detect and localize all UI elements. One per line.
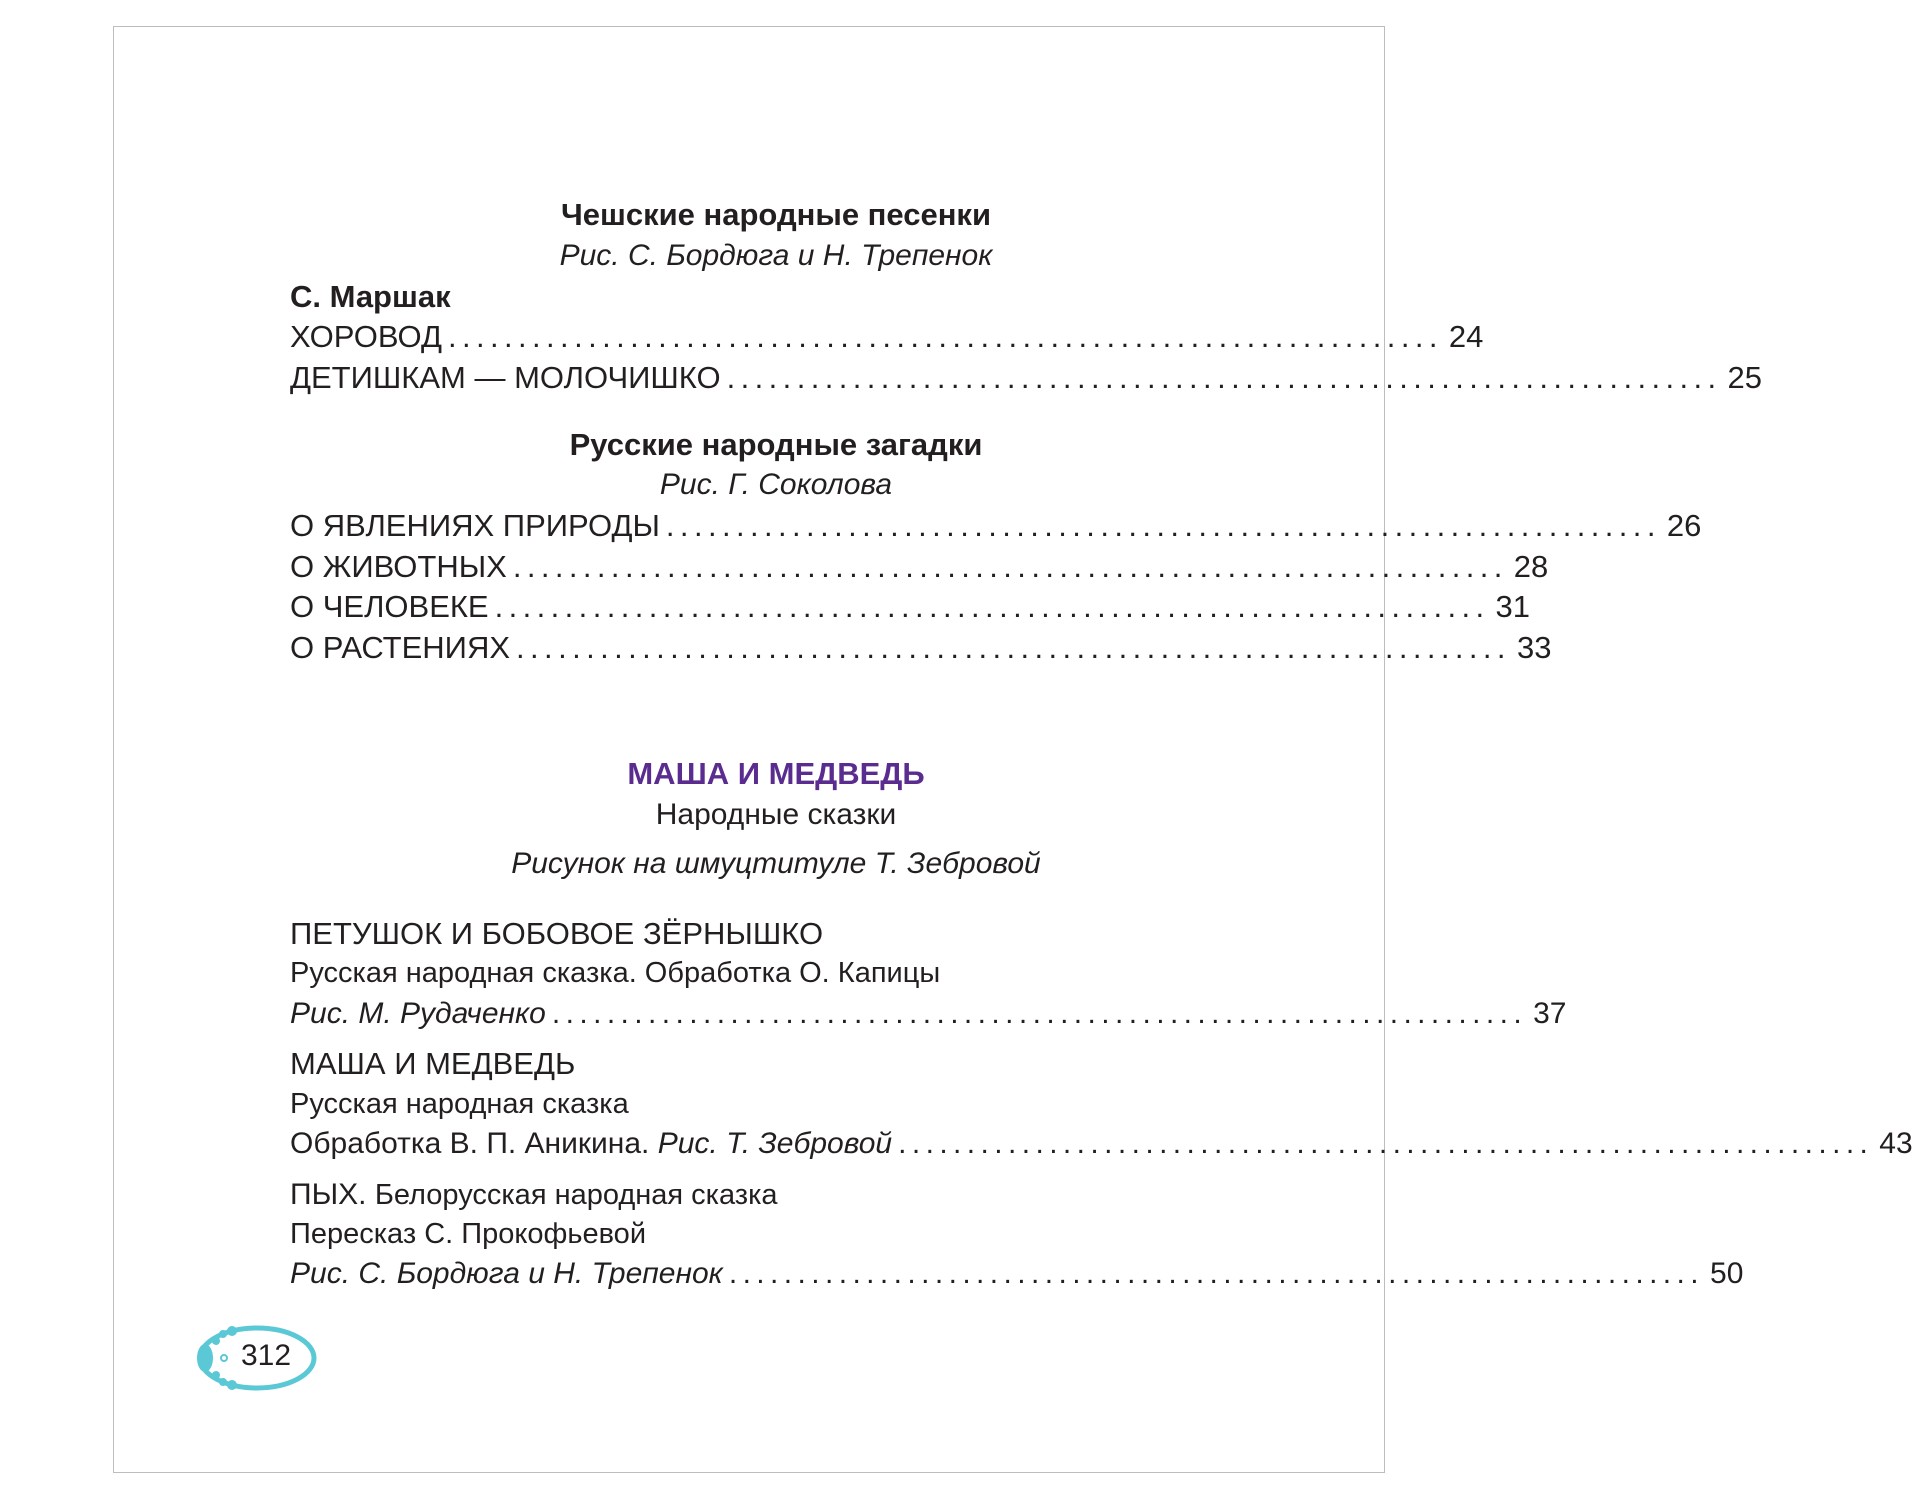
toc-entry-page: 50	[1710, 1257, 1744, 1290]
story-note: Русская народная сказка	[290, 1088, 629, 1120]
toc-entry[interactable]	[290, 1257, 1744, 1290]
part-title-masha: МАША И МЕДВЕДЬ	[627, 756, 925, 791]
dot-leader: .......................................................................	[551, 997, 1528, 1030]
story-adaptation: Обработка В. П. Аникина.	[290, 1127, 650, 1160]
author-marshak: С. Маршак	[290, 279, 451, 314]
toc-entry-illustrator: Рис. С. Бордюга и Н. Трепенок	[290, 1257, 723, 1290]
toc-entry-page: 43	[1879, 1127, 1913, 1160]
part-subtitle-masha: Народные сказки	[655, 798, 897, 831]
story-title[interactable]: МАША И МЕДВЕДЬ	[290, 1046, 576, 1081]
dot-leader: .......................................................................	[447, 319, 1443, 354]
dot-leader: .......................................................................	[726, 360, 1722, 395]
toc-entry-illustrator: Рис. Т. Зебровой	[657, 1127, 893, 1160]
toc-entry[interactable]	[290, 1127, 1913, 1160]
toc-entry[interactable]	[290, 360, 1763, 395]
story-title[interactable]: ПЕТУШОК И БОБОВОЕ ЗЁРНЫШКО	[290, 916, 824, 951]
section-title-czech: Чешские народные песенки	[560, 197, 992, 232]
dot-leader: .......................................................................	[665, 508, 1661, 543]
story-title-line[interactable]	[290, 1180, 778, 1210]
toc-entry-page: 26	[1666, 508, 1702, 543]
dot-leader: .......................................................................	[728, 1257, 1705, 1290]
toc-entry[interactable]	[290, 589, 1531, 624]
section-credit-riddles: Рис. Г. Соколова	[659, 468, 893, 501]
toc-entry[interactable]	[290, 630, 1552, 665]
dot-leader: .......................................................................	[494, 589, 1490, 624]
toc-entry-label: ХОРОВОД	[290, 319, 442, 354]
dot-leader: .......................................................................	[516, 630, 1511, 665]
story-note: Пересказ С. Прокофьевой	[290, 1218, 647, 1250]
toc-entry-label: О ЯВЛЕНИЯХ ПРИРОДЫ	[290, 508, 660, 543]
toc-entry-label: О ЖИВОТНЫХ	[290, 549, 507, 584]
part-credit-masha: Рисунок на шмуцтитуле Т. Зебровой	[511, 847, 1041, 880]
story-note: Русская народная сказка. Обработка О. Капицы	[290, 957, 941, 989]
toc-entry-page: 24	[1448, 319, 1484, 354]
dot-leader: .......................................................................	[512, 549, 1508, 584]
toc-entry-illustrator: Рис. М. Рудаченко	[290, 997, 546, 1030]
toc-entry-page: 31	[1495, 589, 1531, 624]
toc-entry[interactable]	[290, 319, 1484, 354]
section-title-riddles: Русские народные загадки	[569, 427, 983, 462]
toc-entry-page: 28	[1513, 549, 1549, 584]
page-number: 312	[240, 1339, 292, 1372]
toc-entry-label: ДЕТИШКАМ — МОЛОЧИШКО	[290, 360, 721, 395]
toc-entry[interactable]	[290, 508, 1702, 543]
toc-entry-page: 25	[1727, 360, 1763, 395]
toc-entry-label: О РАСТЕНИЯХ	[290, 630, 511, 665]
toc-entry-label: О ЧЕЛОВЕКЕ	[290, 589, 489, 624]
toc-entry[interactable]	[290, 549, 1549, 584]
story-title: ПЫХ.	[290, 1178, 367, 1211]
dot-leader: .......................................................................	[898, 1127, 1874, 1160]
story-origin: Белорусская народная сказка	[374, 1179, 778, 1211]
toc-entry-label	[290, 1129, 892, 1159]
section-credit-czech: Рис. С. Бордюга и Н. Трепенок	[559, 239, 993, 272]
toc-entry-page: 33	[1516, 630, 1552, 665]
toc-entry-page: 37	[1533, 997, 1567, 1030]
toc-entry[interactable]	[290, 997, 1567, 1030]
